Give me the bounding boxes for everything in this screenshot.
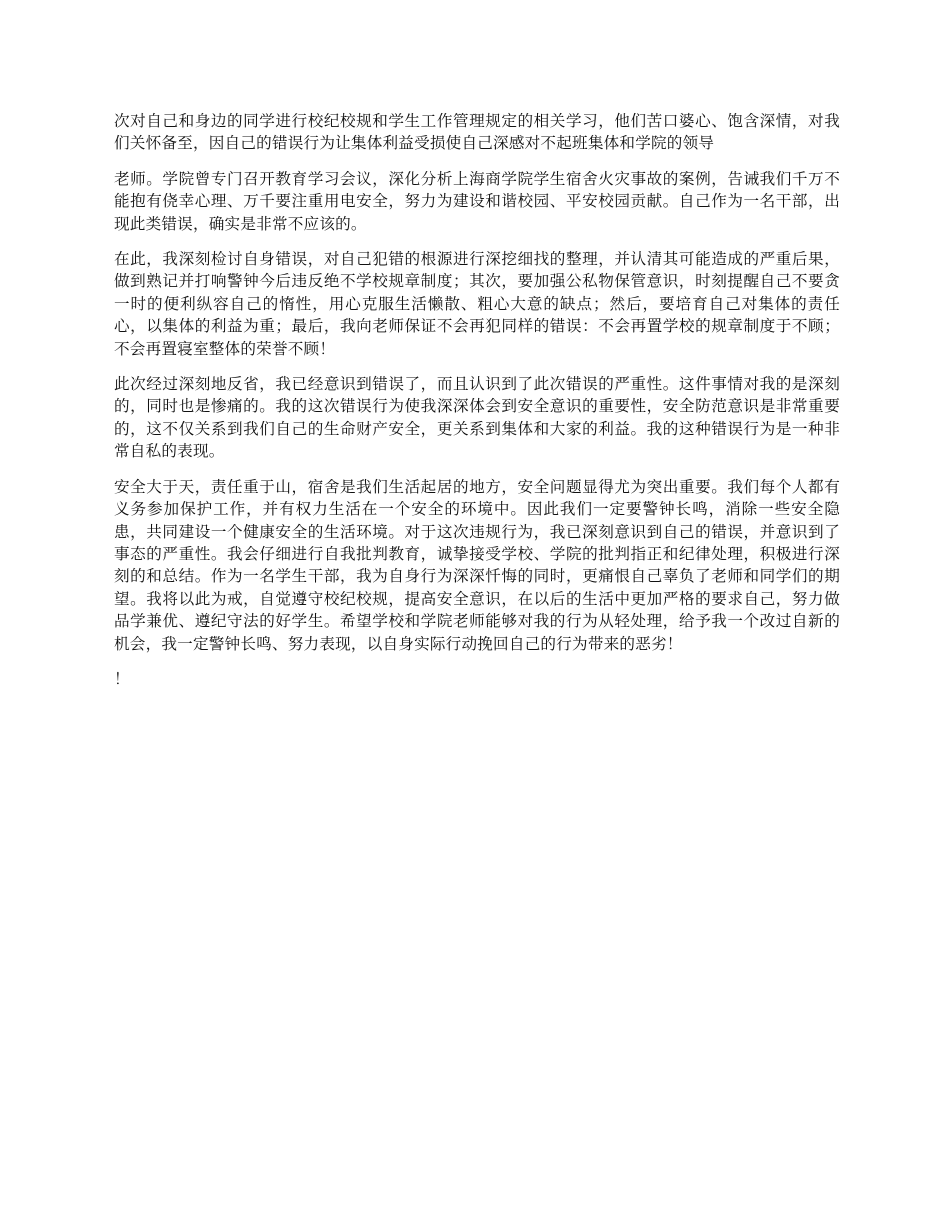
paragraph-3: 在此，我深刻检讨自身错误，对自己犯错的根源进行深挖细找的整理，并认清其可能造成的严重后果，做到熟记并打响警钟今后违反绝不学校规章制度；其次，要加强公私物保管意识，时刻提醒自己不要贪一时的便利纵容自己的惰性，用心克服生活懒散、粗心大意的缺点；然后，要培育自己对集体的责任心，以集体的利益为重；最后，我向老师保证不会再犯同样的错误：不会再置学校的规章制度于不顾；不会再置寝室整体的荣誉不顾！ <box>114 250 840 358</box>
paragraph-4: 此次经过深刻地反省，我已经意识到错误了，而且认识到了此次错误的严重性。这件事情对我的是深刻的，同时也是惨痛的。我的这次错误行为使我深深体会到安全意识的重要性，安全防范意识是非常重要的，这不仅关系到我们自己的生命财产安全，更关系到集体和大家的利益。我的这种错误行为是一种非常自私的表现。 <box>114 375 840 461</box>
paragraph-5: 安全大于天，责任重于山，宿舍是我们生活起居的地方，安全问题显得尤为突出重要。我们每个人都有义务参加保护工作，并有权力生活在一个安全的环境中。因此我们一定要警钟长鸣，消除一些安全隐患，共同建设一个健康安全的生活环境。对于这次违规行为，我已深刻意识到自己的错误，并意识到了事态的严重性。我会仔细进行自我批判教育，诚挚接受学校、学院的批判指正和纪律处理，积极进行深刻的和总结。作为一名学生干部，我为自身行为深深忏悔的同时，更痛恨自己辜负了老师和同学们的期望。我将以此为戒，自觉遵守校纪校规，提高安全意识，在以后的生活中更加严格的要求自己，努力做品学兼优、遵纪守法的好学生。希望学校和学院老师能够对我的行为从轻处理，给予我一个改过自新的机会，我一定警钟长鸣、努力表现，以自身实际行动挽回自己的行为带来的恶劣！ <box>114 477 840 653</box>
paragraph-2: 老师。学院曾专门召开教育学习会议，深化分析上海商学院学生宿舍火灾事故的案例，告诫我们千万不能抱有侥幸心理、万千要注重用电安全，努力为建设和谐校园、平安校园贡献。自己作为一名干部，出现此类错误，确实是非常不应该的。 <box>114 169 840 233</box>
document-page <box>114 110 840 703</box>
paragraph-6: ！ <box>114 669 130 688</box>
paragraph-1: 次对自己和身边的同学进行校纪校规和学生工作管理规定的相关学习，他们苦口婆心、饱含深情，对我们关怀备至，因自己的错误行为让集体利益受损使自己深感对不起班集体和学院的领导 <box>114 112 840 153</box>
